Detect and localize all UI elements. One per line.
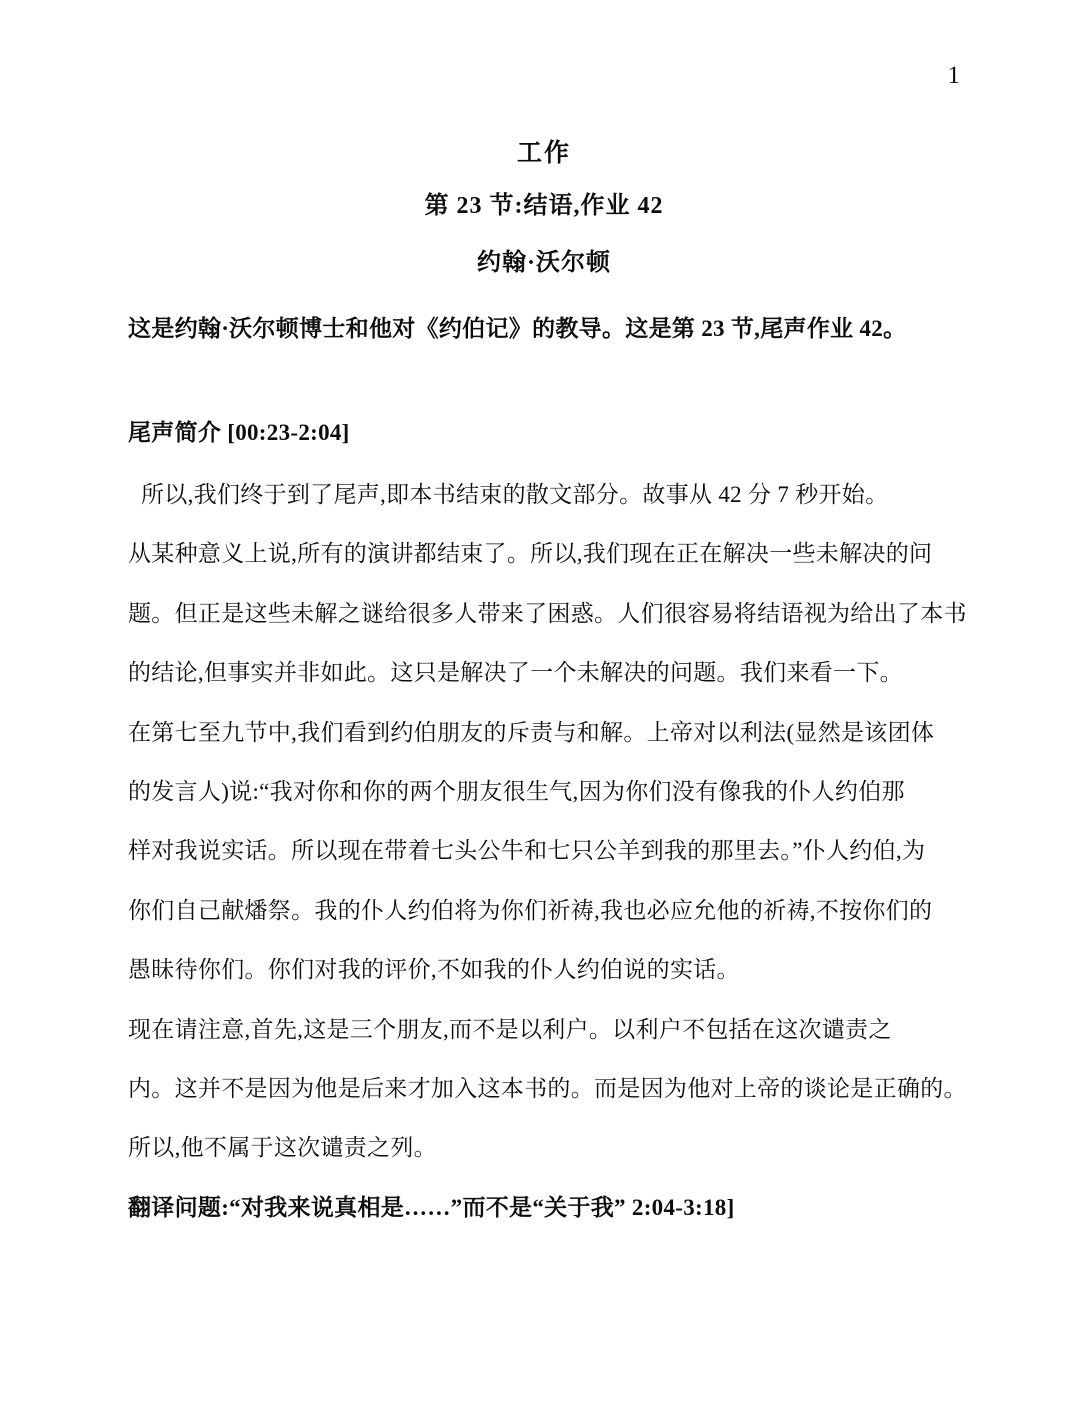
body-line: 从某种意义上说,所有的演讲都结束了。所以,我们现在正在解决一些未解决的问 (128, 541, 933, 566)
body-line: 所以,我们终于到了尾声,即本书结束的散文部分。故事从 42 分 7 秒开始。 (141, 482, 889, 507)
section-heading-translation: 翻译问题:“对我来说真相是……”而不是“关于我” 2:04-3:18] (128, 1195, 735, 1220)
doc-author: 约翰·沃尔顿 (476, 250, 611, 276)
section-heading-epilogue: 尾声简介 [00:23-2:04] (128, 420, 350, 445)
doc-title: 工作 (516, 140, 571, 167)
body-line: 愚昧待你们。你们对我的评价,不如我的仆人约伯说的实话。 (128, 957, 740, 982)
intro-paragraph: 这是约翰·沃尔顿博士和他对《约伯记》的教导。这是第 23 节,尾声作业 42。 (128, 316, 907, 341)
body-line: 内。这并不是因为他是后来才加入这本书的。而是因为他对上帝的谈论是正确的。 (128, 1076, 967, 1101)
body-line: 的结论,但事实并非如此。这只是解决了一个未解决的问题。我们来看一下。 (128, 660, 903, 685)
body-line: 样对我说实话。所以现在带着七头公牛和七只公羊到我的那里去。”仆人约伯,为 (128, 838, 926, 863)
body-line: 的发言人)说:“我对你和你的两个朋友很生气,因为你们没有像我的仆人约伯那 (128, 779, 905, 804)
body-line: 你们自己献燔祭。我的仆人约伯将为你们祈祷,我也必应允他的祈祷,不按你们的 (128, 898, 933, 923)
body-line: 现在请注意,首先,这是三个朋友,而不是以利户。以利户不包括在这次谴责之 (128, 1017, 892, 1042)
body-line: 题。但正是这些未解之谜给很多人带来了困惑。人们很容易将结语视为给出了本书 (128, 601, 967, 626)
body-line: 在第七至九节中,我们看到约伯朋友的斥责与和解。上帝对以利法(显然是该团体 (128, 720, 935, 745)
body-line: 所以,他不属于这次谴责之列。 (128, 1135, 437, 1160)
page-number: 1 (947, 62, 960, 89)
doc-subtitle: 第 23 节:结语,作业 42 (424, 193, 664, 219)
